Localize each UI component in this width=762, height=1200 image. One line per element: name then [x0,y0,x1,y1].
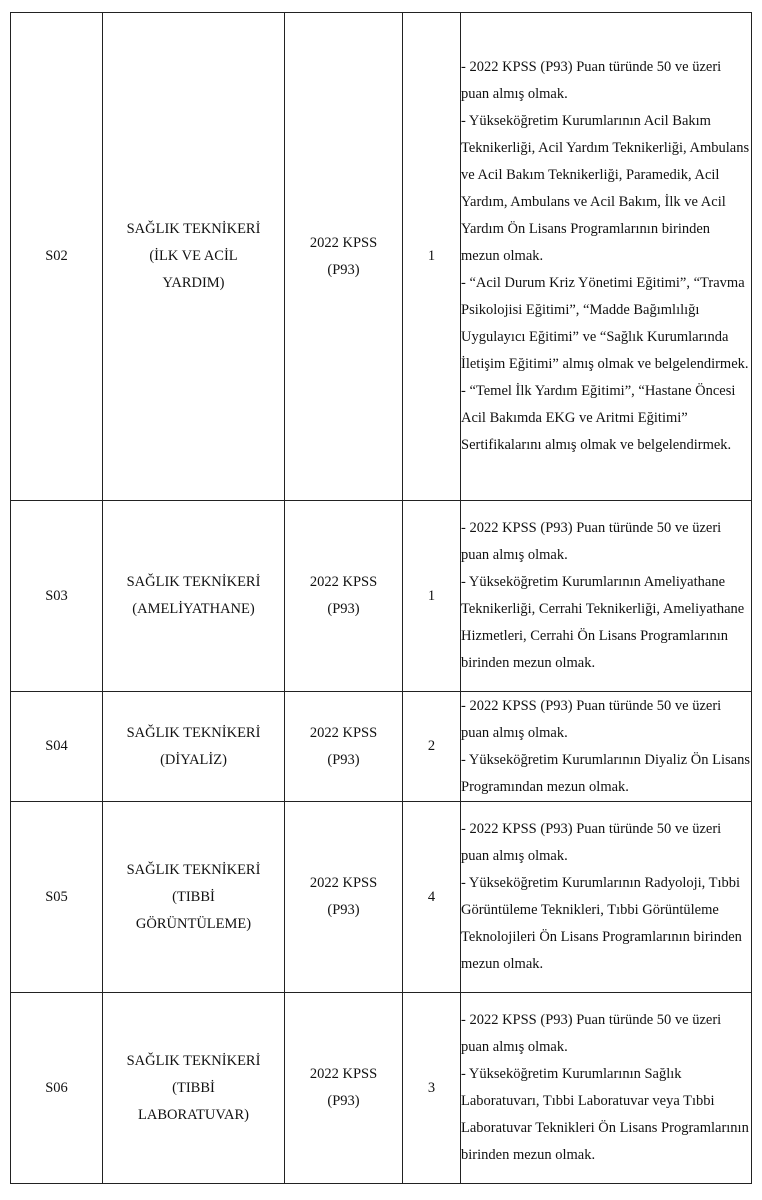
exam-type-cell [285,802,403,993]
quantity: 1 [427,587,436,604]
exam-type-cell [285,692,403,802]
exam-type-line: (P93) [327,751,360,768]
position-requirements-table [10,12,752,1184]
position-title-line: (İLK VE ACİL [149,248,238,264]
position-code: S04 [45,738,68,754]
quantity-cell [403,802,461,993]
quantity: 1 [427,248,436,264]
position-title-line: GÖRÜNTÜLEME) [135,915,252,932]
position-code-cell [11,692,103,802]
position-code-cell [11,802,103,993]
table-row [11,501,752,692]
requirement-item: - 2022 KPSS (P93) Puan türünde 50 ve üzeri puan almış olmak. [461,520,722,563]
position-code-cell [11,13,103,501]
quantity: 2 [427,738,436,754]
position-title-line: YARDIM) [162,275,225,291]
requirement-item: - 2022 KPSS (P93) Puan türünde 50 ve üzeri puan almış olmak. [461,697,722,741]
position-code: S02 [45,248,68,264]
requirement-item: - “Temel İlk Yardım Eğitimi”, “Hastane Öncesi Acil Bakımda EKG ve Aritmi Eğitimi” Sertifikalarını almış olmak ve belgelendirmek. [461,383,736,453]
position-title-line: (DİYALİZ) [160,751,227,768]
requirements-cell [461,501,752,692]
exam-type-line: 2022 KPSS [309,234,378,251]
exam-type-line: 2022 KPSS [309,574,378,590]
exam-type-line: (P93) [327,902,360,918]
position-code: S06 [45,1079,68,1096]
position-code-cell [11,501,103,692]
quantity-cell [403,993,461,1184]
position-code-cell [11,993,103,1184]
position-title-line: SAĞLIK TEKNİKERİ [126,861,261,878]
table-row [11,692,752,802]
position-title-cell [103,692,285,802]
quantity-cell [403,692,461,802]
position-title-line: (TIBBİ [172,888,215,905]
position-title-cell [103,802,285,993]
requirement-item: - Yükseköğretim Kurumlarının Radyoloji, Tıbbi Görüntüleme Teknikleri, Tıbbi Görüntüleme Teknolojileri Ön Lisans Programlarının birinden mezun olmak. [461,875,742,972]
position-title-cell [103,993,285,1184]
requirements-cell [461,13,752,501]
exam-type-line: (P93) [327,1093,360,1109]
exam-type-cell [285,993,403,1184]
exam-type-cell [285,501,403,692]
exam-type-cell [285,13,403,501]
requirement-item: - Yükseköğretim Kurumlarının Diyaliz Ön Lisans Programından mezun olmak. [461,751,751,795]
requirement-item: - Yükseköğretim Kurumlarının Sağlık Laboratuvarı, Tıbbi Laboratuvar veya Tıbbi Laboratuvar Teknikleri Ön Lisans Programlarının birinden mezun olmak. [461,1066,749,1163]
position-title-line: SAĞLIK TEKNİKERİ [126,724,261,741]
position-title-line: SAĞLIK TEKNİKERİ [126,221,261,237]
position-code: S05 [45,888,68,905]
position-title-line: SAĞLIK TEKNİKERİ [126,1052,261,1069]
requirements-cell [461,993,752,1184]
requirements-cell [461,692,752,802]
position-title-line: SAĞLIK TEKNİKERİ [126,574,261,590]
exam-type-line: 2022 KPSS [309,724,378,741]
table-body [11,13,752,1184]
requirement-item: - 2022 KPSS (P93) Puan türünde 50 ve üzeri puan almış olmak. [461,1012,722,1055]
exam-type-line: (P93) [327,261,360,278]
requirement-item: - 2022 KPSS (P93) Puan türünde 50 ve üzeri puan almış olmak. [461,59,722,102]
quantity-cell [403,13,461,501]
requirement-item: - 2022 KPSS (P93) Puan türünde 50 ve üzeri puan almış olmak. [461,821,722,864]
position-title-cell [103,501,285,692]
table-row [11,13,752,501]
requirement-item: - Yükseköğretim Kurumlarının Acil Bakım Teknikerliği, Acil Yardım Teknikerliği, Ambulans ve Acil Bakım Teknikerliği, Paramedik, Acil Yardım, Ambulans ve Acil Bakım, İlk ve Acil Yardım Ön Lisans Programlarının birinden mezun olmak. [461,113,750,264]
position-code: S03 [45,587,68,604]
position-title-line: (TIBBİ [172,1079,215,1096]
exam-type-line: 2022 KPSS [309,875,378,891]
exam-type-line: (P93) [327,601,360,617]
requirements-cell [461,802,752,993]
requirement-item: - Yükseköğretim Kurumlarının Ameliyathane Teknikerliği, Cerrahi Teknikerliği, Ameliyathane Hizmetleri, Cerrahi Ön Lisans Programlarının birinden mezun olmak. [461,574,745,671]
quantity: 3 [427,1079,436,1096]
position-title-line: LABORATUVAR) [138,1106,249,1123]
quantity-cell [403,501,461,692]
requirement-item: - “Acil Durum Kriz Yönetimi Eğitimi”, “Travma Psikolojisi Eğitimi”, “Madde Bağımlılığı Uygulayıcı Eğitimi” ve “Sağlık Kurumlarında İletişim Eğitimi” almış olmak ve belgelendirmek. [461,275,749,372]
table-row [11,802,752,993]
exam-type-line: 2022 KPSS [309,1066,378,1082]
table-row [11,993,752,1184]
quantity: 4 [427,888,436,905]
position-title-line: (AMELİYATHANE) [132,601,255,617]
position-title-cell [103,13,285,501]
